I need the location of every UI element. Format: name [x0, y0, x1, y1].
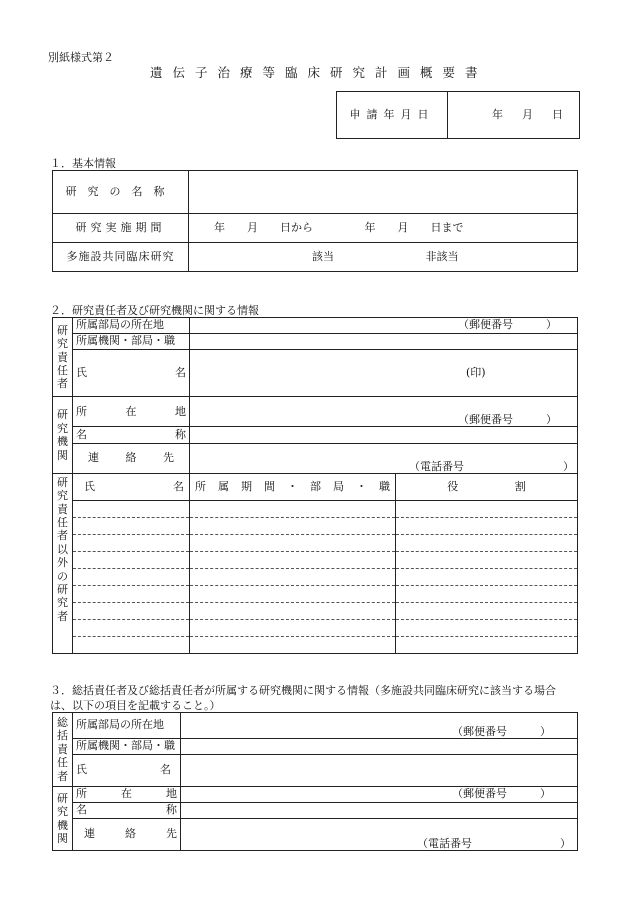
others-row-role[interactable]: [396, 603, 578, 620]
others-row-name[interactable]: [73, 569, 190, 586]
lead-name-field[interactable]: [181, 755, 578, 787]
inst-contact-label: 連 絡 先: [73, 444, 190, 474]
others-row-role[interactable]: [396, 636, 578, 653]
page-title: 遺伝子治療等臨床研究計画概要書: [150, 65, 488, 80]
application-date-label: 申請年月日: [337, 92, 448, 139]
others-row-role[interactable]: [396, 501, 578, 518]
others-role-header: 役 割: [396, 473, 578, 501]
others-row-name[interactable]: [73, 552, 190, 569]
inst-postal-code: （郵便番号 ）: [458, 413, 557, 427]
others-row-name[interactable]: [73, 619, 190, 636]
others-row-role[interactable]: [396, 518, 578, 535]
others-row-affiliation[interactable]: [190, 569, 396, 586]
others-row-name[interactable]: [73, 501, 190, 518]
others-row-name[interactable]: [73, 603, 190, 620]
others-row-name[interactable]: [73, 636, 190, 653]
lead-institution-table: [52, 712, 578, 851]
lead-address-label: 所属部局の所在地: [73, 713, 181, 739]
inst-name-field[interactable]: [190, 427, 578, 444]
lead-affiliation-label: 所属機関・部局・職: [73, 739, 181, 755]
lead-address-field[interactable]: [181, 713, 578, 739]
research-name-label: 研究の名称: [53, 171, 189, 214]
others-row-name[interactable]: [73, 586, 190, 603]
others-name-header: 氏 名: [73, 473, 190, 501]
basic-info-table: [52, 170, 578, 272]
lead-inst-name-field[interactable]: [181, 803, 578, 819]
others-row-name[interactable]: [73, 518, 190, 535]
application-date-box: [336, 91, 580, 139]
pi-postal-code: （郵便番号 ）: [458, 318, 557, 332]
seal-mark: (印): [466, 366, 486, 380]
pi-block-label: 研 究 責 任 者: [53, 318, 73, 397]
others-row-affiliation[interactable]: [190, 619, 396, 636]
section1-heading: １．基本情報: [50, 157, 116, 170]
pi-affiliation-field[interactable]: [190, 333, 578, 349]
period-label: 研究実施期間: [53, 214, 189, 243]
lead-affiliation-field[interactable]: [181, 739, 578, 755]
section3-heading: ３．総括責任者及び総括責任者が所属する研究機関に関する情報（多施設共同臨床研究に該当する場合 は、以下の項目を記載すること。）: [50, 684, 556, 712]
application-date-field[interactable]: 年 月 日: [448, 92, 580, 139]
period-field[interactable]: [189, 214, 578, 243]
others-row-affiliation[interactable]: [190, 603, 396, 620]
others-block-label: 研 究 責 任 者 以 外 の 研 究 者: [53, 473, 73, 653]
others-row-affiliation[interactable]: [190, 586, 396, 603]
pi-name-label: 氏 名: [73, 349, 190, 397]
lead-inst-address-label: 所 在 地: [73, 787, 181, 803]
others-row-role[interactable]: [396, 535, 578, 552]
inst-block-label: 研 究 機 関: [53, 397, 73, 473]
lead-postal-code: （郵便番号 ）: [452, 724, 551, 738]
section2-heading: ２．研究責任者及び研究機関に関する情報: [50, 304, 259, 317]
lead-inst-address-field[interactable]: [181, 787, 578, 803]
inst-address-field[interactable]: [190, 397, 578, 427]
others-row-affiliation[interactable]: [190, 518, 396, 535]
pi-name-field[interactable]: [190, 349, 578, 397]
others-row-name[interactable]: [73, 535, 190, 552]
pi-address-label: 所属部局の所在地: [73, 318, 190, 334]
pi-institution-table: [52, 317, 578, 654]
multi-center-label: 多施設共同臨床研究: [53, 243, 189, 272]
period-from: 年 月 日から: [214, 220, 313, 234]
others-row-role[interactable]: [396, 552, 578, 569]
pi-affiliation-label: 所属機関・部局・職: [73, 333, 190, 349]
form-id: 別紙様式第２: [48, 51, 114, 64]
lead-inst-name-label: 名 称: [73, 803, 181, 819]
inst-phone: （電話番号 ）: [409, 459, 574, 473]
others-row-affiliation[interactable]: [190, 535, 396, 552]
lead-inst-phone: （電話番号 ）: [417, 836, 571, 850]
lead-name-label: 氏 名: [73, 755, 181, 787]
lead-inst-contact-label: 連 絡 先: [73, 819, 181, 851]
applicable-option[interactable]: 該当: [312, 249, 334, 263]
inst-address-label: 所 在 地: [73, 397, 190, 427]
others-row-affiliation[interactable]: [190, 552, 396, 569]
lead-inst-block-label: 研 究 機 関: [53, 787, 73, 851]
others-row-role[interactable]: [396, 586, 578, 603]
lead-block-label: 総 括 責 任 者: [53, 713, 73, 787]
others-row-role[interactable]: [396, 619, 578, 636]
research-name-field[interactable]: [189, 171, 578, 214]
inst-name-label: 名 称: [73, 427, 190, 444]
not-applicable-option[interactable]: 非該当: [425, 249, 459, 263]
inst-contact-field[interactable]: [190, 444, 578, 474]
others-affiliation-header: 所 属 期 間 ・ 部 局 ・ 職: [190, 473, 396, 501]
pi-address-field[interactable]: [190, 318, 578, 334]
others-row-role[interactable]: [396, 569, 578, 586]
lead-inst-contact-field[interactable]: [181, 819, 578, 851]
lead-inst-postal-code: （郵便番号 ）: [452, 787, 551, 801]
multi-center-field[interactable]: [189, 243, 578, 272]
others-row-affiliation[interactable]: [190, 636, 396, 653]
others-row-affiliation[interactable]: [190, 501, 396, 518]
period-to: 年 月 日まで: [364, 220, 464, 234]
